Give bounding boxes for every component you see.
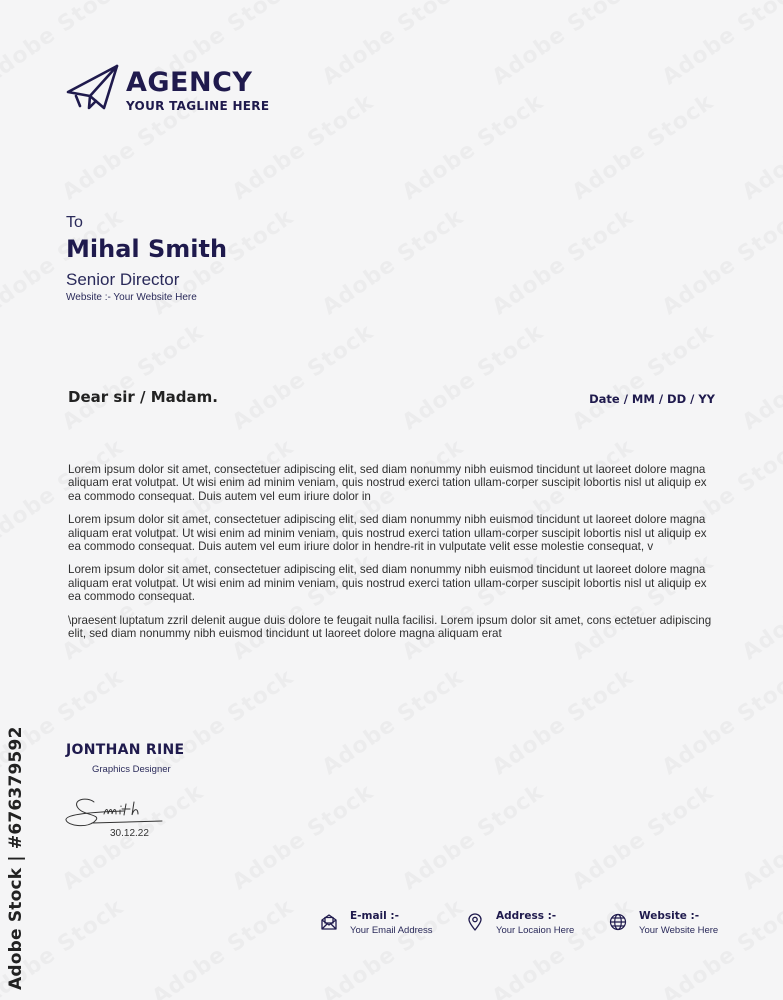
location-pin-icon <box>466 913 484 931</box>
contact-email <box>320 910 433 936</box>
recipient-name: Mihal Smith <box>66 235 228 263</box>
paper-plane-icon <box>66 62 120 119</box>
watermark-text <box>658 0 783 90</box>
handwritten-signature <box>64 794 168 830</box>
stock-id: Adobe Stock | #676379592 <box>6 726 26 990</box>
watermark-text <box>738 550 783 666</box>
body-paragraph: Lorem ipsum dolor sit amet, consectetuer adipiscing elit, sed diam nonummy nibh euismod tincidunt ut laoreet dolore magna aliquam erat volutpat. Ut wisi enim ad minim veniam, quis nostrud exerci tation ullam-corper suscipit lobortis nisl ut aliquip ex ea commodo consequat. Duis autem vel eum iriure dolor in hendre-rit in vulputate velit esse molestie consequat, v <box>68 513 707 554</box>
body-paragraph: Lorem ipsum dolor sit amet, consectetuer adipiscing elit, sed diam nonummy nibh euismod tincidunt ut laoreet dolore magna aliquam erat volutpat. Ut wisi enim ad minim veniam, quis nostrud exerci tation ullam-corper suscipit lobortis nisl ut aliquip ex ea commodo consequat. Duis autem vel eum iriure dolor in <box>68 463 707 503</box>
letter-date: Date / MM / DD / YY <box>589 392 715 406</box>
watermark-text <box>318 665 469 781</box>
watermark-text <box>398 320 549 436</box>
agency-tagline: YOUR TAGLINE HERE <box>126 99 270 113</box>
agency-logo <box>66 62 269 119</box>
watermark-text <box>148 895 299 1000</box>
contact-email-label: E-mail :- <box>350 910 399 922</box>
envelope-icon <box>320 913 338 931</box>
watermark-text <box>318 205 469 321</box>
contact-address <box>466 910 574 936</box>
recipient-website: Website :- Your Website Here <box>66 292 197 303</box>
globe-icon <box>609 913 627 931</box>
letter-body <box>68 463 716 650</box>
watermark-text <box>738 780 783 896</box>
contact-website-label: Website :- <box>639 910 700 922</box>
contact-address-label: Address :- <box>496 910 557 922</box>
watermark-text <box>568 90 719 206</box>
watermark-text <box>228 780 379 896</box>
watermark-text <box>658 665 783 781</box>
greeting: Dear sir / Madam. <box>68 388 218 406</box>
contact-website-value: Your Website Here <box>639 925 719 936</box>
body-paragraph: \praesent luptatum zzril delenit augue duis dolore te feugait nulla facilisi. Lorem ipsum dolor sit amet, cons ectetuer adipiscing elit, sed diam nonummy nibh euismod tincidunt ut laoreet dolore magna aliquam erat <box>68 613 712 641</box>
watermark-text <box>738 90 783 206</box>
watermark-text <box>738 320 783 436</box>
watermark-text <box>318 0 469 90</box>
signer-name: JONTHAN RINE <box>66 742 185 758</box>
watermark-text <box>658 205 783 321</box>
contact-email-value: Your Email Address <box>350 925 433 936</box>
watermark-text <box>568 320 719 436</box>
signature-date: 30.12.22 <box>110 828 149 839</box>
watermark-text <box>488 205 639 321</box>
watermark-text <box>58 320 209 436</box>
agency-name: AGENCY <box>126 67 253 98</box>
watermark-text <box>568 780 719 896</box>
contact-address-value: Your Locaion Here <box>496 925 575 936</box>
contact-website <box>609 910 718 936</box>
watermark-text <box>398 780 549 896</box>
watermark-text <box>488 665 639 781</box>
watermark-text <box>398 90 549 206</box>
watermark-text <box>228 320 379 436</box>
body-paragraph: Lorem ipsum dolor sit amet, consectetuer adipiscing elit, sed diam nonummy nibh euismod tincidunt ut laoreet dolore magna aliquam erat volutpat. Ut wisi enim ad minim veniam, quis nostrud exerci tation ullam-corper suscipit lobortis nisl ut aliquip ex ea commodo consequat. <box>68 563 707 604</box>
watermark-text <box>488 0 639 90</box>
signer-role: Graphics Designer <box>92 764 171 775</box>
recipient-title: Senior Director <box>66 270 180 289</box>
to-label: To <box>66 214 83 231</box>
